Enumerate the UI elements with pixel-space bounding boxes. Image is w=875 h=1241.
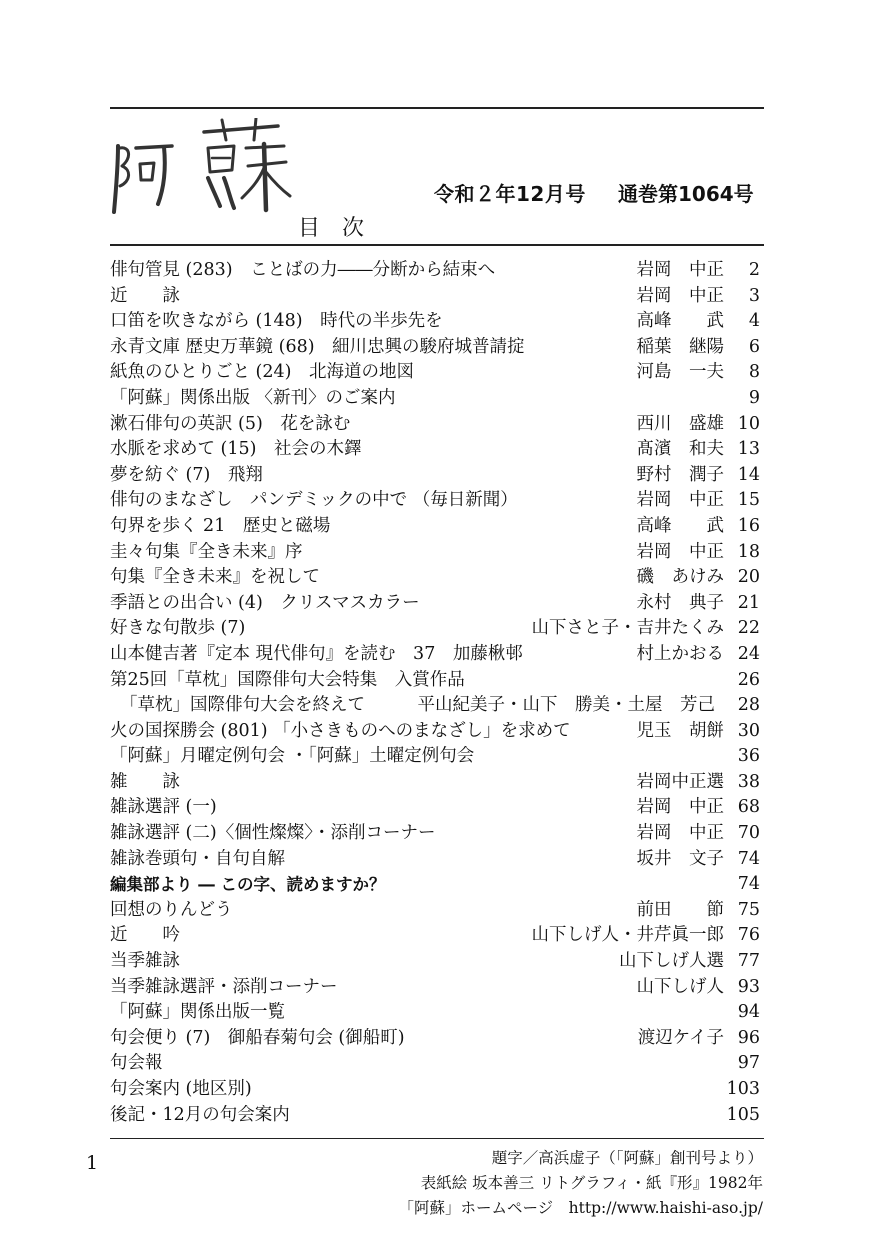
toc-entry-title: 「阿蘇」関係出版 〈新刊〉のご案内 — [110, 387, 396, 408]
toc-entry-author: 前田 節 — [636, 899, 724, 920]
toc-entry-page: 36 — [737, 746, 760, 767]
toc-entry-page: 16 — [737, 515, 760, 536]
toc-entry-author: 岩岡 中正 — [636, 490, 724, 511]
toc-entry — [110, 642, 760, 668]
toc-entry-author: 岩岡 中正 — [636, 823, 724, 844]
toc-entry — [110, 386, 760, 412]
toc-entry-title: 季語との出合い (4) クリスマスカラー — [110, 592, 420, 613]
toc-entry-author: 髙濱 和夫 — [636, 439, 724, 460]
toc-entry-page: 30 — [737, 720, 760, 741]
toc-entry-page: 9 — [748, 387, 760, 408]
toc-entry-author: 村上かおる — [636, 643, 724, 664]
toc-entry-title: 夢を紡ぐ (7) 飛翔 — [110, 464, 263, 485]
toc-entry-author: 高峰 武 — [636, 515, 724, 536]
toc-entry — [110, 335, 760, 361]
toc-entry-title: 「阿蘇」月曜定例句会 ・「阿蘇」土曜定例句会 — [110, 746, 475, 767]
toc-entry-page: 22 — [737, 618, 760, 639]
toc-entry-author: 山下さと子・吉井たくみ — [531, 618, 724, 639]
toc-entry-author: 稲葉 継陽 — [636, 336, 724, 357]
toc-entry-title: 俳句のまなざし パンデミックの中で （毎日新聞） — [110, 490, 518, 511]
toc-entry-title: 近 詠 — [110, 285, 180, 306]
toc-entry-author: 岩岡 中正 — [636, 260, 724, 280]
toc-entry-page: 21 — [737, 592, 760, 613]
title-calligraphy-credit: 題字／高浜虚子（「阿蘇」創刊号より） — [491, 1149, 763, 1167]
toc-entry-title: 句会案内 (地区別) — [110, 1079, 252, 1099]
toc-entry — [110, 719, 760, 745]
toc-entry-title: 雑詠巻頭句・自句自解 — [110, 848, 285, 869]
toc-entry-page: 103 — [726, 1079, 760, 1099]
toc-entry — [110, 744, 760, 770]
toc-entry — [110, 668, 760, 694]
toc-entry-author: 岩岡 中正 — [636, 797, 724, 818]
table-of-contents — [110, 258, 760, 1128]
toc-entry — [110, 1051, 760, 1077]
toc-entry-page: 75 — [737, 899, 760, 920]
toc-entry-title: 句界を歩く 21 歴史と磁場 — [110, 515, 331, 536]
toc-entry-author: 岩岡 中正 — [636, 285, 724, 306]
toc-entry-author: 児玉 胡餅 — [636, 720, 724, 741]
toc-entry-title: 俳句管見 (283) ことばの力――分断から結束へ — [110, 260, 496, 280]
toc-entry-page: 4 — [748, 311, 760, 332]
toc-entry-page: 10 — [737, 413, 760, 434]
toc-entry-title: 雑 詠 — [110, 771, 180, 792]
toc-entry-author: 高峰 武 — [636, 311, 724, 332]
toc-entry-page: 38 — [737, 771, 760, 792]
toc-entry-author: 岩岡中正選 — [636, 771, 724, 792]
top-rule — [110, 107, 764, 109]
toc-entry-title: 当季雑詠 — [110, 951, 180, 972]
toc-entry-title: 永青文庫 歴史万華鏡 (68) 細川忠興の駿府城普請掟 — [110, 336, 525, 357]
toc-entry-title: 当季雑詠選評・添削コーナー — [110, 976, 338, 997]
toc-entry-author: 磯 あけみ — [636, 567, 724, 588]
toc-entry — [110, 616, 760, 642]
toc-entry-page: 28 — [737, 695, 760, 716]
toc-entry-title: 山本健吉著『定本 現代俳句』を読む 37 加藤楸邨 — [110, 643, 523, 664]
toc-entry-page: 77 — [737, 951, 760, 972]
toc-entry-page: 105 — [726, 1104, 760, 1125]
toc-entry — [110, 949, 760, 975]
footer-rule — [110, 1138, 764, 1139]
toc-entry-title: 水脈を求めて (15) 社会の木鐸 — [110, 439, 362, 460]
toc-entry — [110, 1077, 760, 1103]
toc-entry — [110, 412, 760, 438]
toc-entry — [110, 975, 760, 1001]
toc-entry — [110, 360, 760, 386]
toc-entry-page: 13 — [737, 439, 760, 460]
homepage-credit: 「阿蘇」ホームページ http://www.haishi-aso.jp/ — [398, 1199, 763, 1217]
toc-entry-title: 句会報 — [110, 1053, 163, 1074]
toc-entry — [110, 795, 760, 821]
toc-entry-title: 「草枕」国際俳句大会を終えて 平山紀美子・山下 勝美・土屋 芳己 — [120, 695, 715, 716]
toc-entry — [110, 872, 760, 898]
toc-entry-page: 14 — [737, 464, 760, 485]
toc-entry-page: 74 — [737, 848, 760, 869]
toc-entry-page: 74 — [737, 874, 760, 895]
cover-art-credit: 表紙絵 坂本善三 リトグラフィ・紙『形』1982年 — [420, 1174, 763, 1192]
toc-entry-title: 火の国探勝会 (801) 「小さきものへのまなざし」を求めて — [110, 720, 571, 741]
toc-entry-author: 野村 潤子 — [636, 464, 724, 485]
toc-entry-title: 好きな句散歩 (7) — [110, 618, 246, 639]
toc-entry-page: 2 — [748, 260, 760, 280]
toc-entry — [110, 1103, 760, 1129]
toc-entry — [110, 693, 760, 719]
page-number: 1 — [86, 1152, 99, 1174]
toc-entry-page: 97 — [737, 1053, 760, 1074]
toc-entry-title: 雑詠選評 (一) — [110, 797, 217, 818]
toc-entry-title: 回想のりんどう — [110, 899, 233, 920]
toc-entry-page: 70 — [737, 823, 760, 844]
toc-entry — [110, 923, 760, 949]
toc-entry-title: 漱石俳句の英訳 (5) 花を詠む — [110, 413, 351, 434]
toc-entry-author: 岩岡 中正 — [636, 541, 724, 562]
toc-entry — [110, 591, 760, 617]
toc-entry-page: 8 — [748, 362, 760, 383]
toc-entry-page: 3 — [748, 285, 760, 306]
aso-calligraphy-logo — [108, 118, 298, 218]
toc-entry-author: 永村 典子 — [636, 592, 724, 613]
toc-entry-title: 近 吟 — [110, 925, 180, 946]
toc-entry — [110, 514, 760, 540]
toc-entry-page: 93 — [737, 976, 760, 997]
toc-entry-page: 15 — [737, 490, 760, 511]
toc-heading: 目次 — [298, 216, 387, 241]
toc-entry-author: 山下しげ人選 — [619, 951, 724, 972]
toc-entry-title: 圭々句集『全き未来』序 — [110, 541, 303, 562]
toc-entry-page: 96 — [737, 1027, 760, 1048]
toc-entry — [110, 821, 760, 847]
toc-entry — [110, 1026, 760, 1052]
toc-entry-author: 河島 一夫 — [636, 362, 724, 383]
toc-entry-title: 句集『全き未来』を祝して — [110, 567, 320, 588]
toc-entry-title: 「阿蘇」関係出版一覧 — [110, 1002, 285, 1023]
toc-entry-title: 句会便り (7) 御船春菊句会 (御船町) — [110, 1027, 405, 1048]
toc-entry-page: 20 — [737, 567, 760, 588]
toc-entry-author: 西川 盛雄 — [636, 413, 724, 434]
header-rule — [110, 244, 764, 246]
toc-entry-title: 口笛を吹きながら (148) 時代の半歩先を — [110, 311, 443, 332]
toc-entry-page: 68 — [737, 797, 760, 818]
toc-entry-page: 18 — [737, 541, 760, 562]
toc-entry-page: 76 — [737, 925, 760, 946]
toc-entry — [110, 284, 760, 310]
toc-entry — [110, 898, 760, 924]
toc-entry — [110, 258, 760, 284]
toc-entry-page: 26 — [737, 669, 760, 690]
toc-entry-title: 編集部より ― この字、読めますか？ — [110, 875, 386, 895]
toc-entry — [110, 565, 760, 591]
toc-entry-title: 雑詠選評 (二)〈個性燦燦〉・添削コーナー — [110, 823, 436, 844]
toc-entry-title: 紙魚のひとりごと (24) 北海道の地図 — [110, 362, 414, 383]
toc-entry-author: 坂井 文子 — [636, 848, 724, 869]
toc-entry — [110, 309, 760, 335]
toc-entry — [110, 488, 760, 514]
toc-entry-author: 山下しげ人・井芹眞一郎 — [531, 925, 724, 946]
toc-entry — [110, 463, 760, 489]
toc-entry — [110, 540, 760, 566]
toc-entry — [110, 847, 760, 873]
toc-entry-title: 後記・12月の句会案内 — [110, 1104, 290, 1125]
toc-entry-page: 94 — [737, 1002, 760, 1023]
toc-entry-page: 6 — [748, 336, 760, 357]
toc-entry-author: 渡辺ケイ子 — [637, 1027, 724, 1048]
toc-entry — [110, 1000, 760, 1026]
toc-entry-page: 24 — [737, 643, 760, 664]
toc-entry — [110, 770, 760, 796]
issue-number: 通巻第1064号 — [618, 182, 754, 206]
toc-entry-author: 山下しげ人 — [636, 976, 724, 997]
issue-date: 令和２年12月号 — [434, 182, 586, 206]
toc-entry — [110, 437, 760, 463]
toc-entry-title: 第25回「草枕」国際俳句大会特集 入賞作品 — [110, 669, 465, 690]
